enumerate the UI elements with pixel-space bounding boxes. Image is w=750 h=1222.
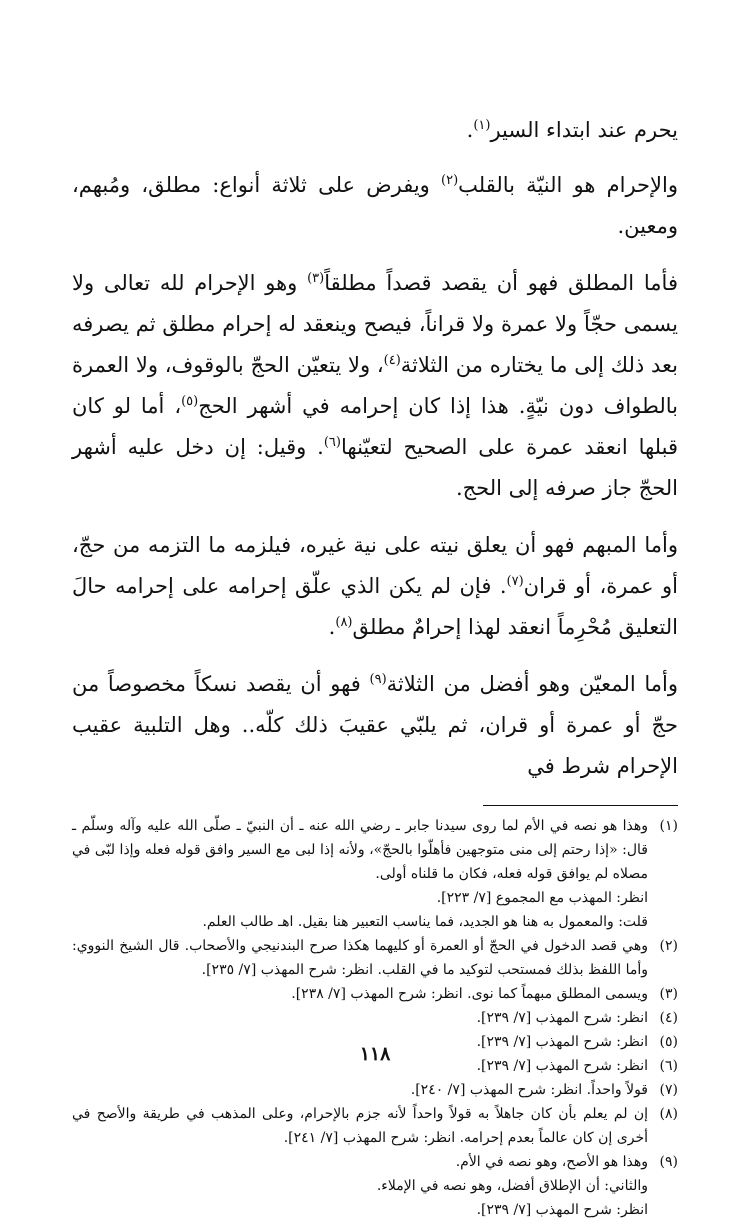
footnote-marker: (٧) [506, 574, 524, 589]
text-run: ، ولا يتعيّن الحجّ بالوقوف، ولا العمرة بالطواف دون نيّةٍ. هذا إذا كان إحرامه في أشهر الحج [72, 353, 678, 418]
footnote-text [72, 1102, 648, 1150]
footnote-number: (٢) [659, 938, 678, 954]
footnote-marker: (٨) [335, 615, 353, 630]
footnote [72, 1006, 678, 1030]
text-run: يحرم عند ابتداء السير [490, 118, 678, 142]
paragraph [72, 110, 678, 151]
footnote-marker: (١) [473, 118, 491, 133]
footnote [72, 1078, 678, 1102]
footnote-text [72, 1006, 648, 1030]
paragraph [72, 165, 678, 247]
text-run: والإحرام هو النيّة بالقلب [458, 173, 678, 197]
footnote-marker: (٥) [181, 394, 199, 409]
footnote-number: (١) [659, 818, 678, 834]
footnote-text [72, 982, 648, 1006]
text-run: فأما المطلق فهو أن يقصد قصداً مطلقاً [324, 271, 678, 295]
footnote-separator [483, 805, 678, 806]
footnote-line: انظر: شرح المهذب [٧/ ٢٣٩]. [476, 1058, 648, 1074]
footnote [72, 934, 678, 982]
text-run: وأما المبهم فهو أن يعلق نيته على نية غيره، فيلزمه ما التزمه من حجّ، أو عمرة، أو قران [72, 533, 679, 598]
text-run: . فإن لم يكن الذي علّق إحرامه على إحرامه حالَ التعليق مُحْرِماً انعقد لهذا إحرامٌ مطلق [72, 574, 678, 639]
page-number: ١١٨ [359, 1043, 391, 1065]
footnote-number: (٩) [659, 1154, 678, 1170]
footnote-number: (٧) [659, 1082, 678, 1098]
footnote-number: (٨) [659, 1106, 678, 1122]
footnote-number: (٣) [659, 986, 678, 1002]
footnote-line: ويسمى المطلق مبهماً كما نوى. انظر: شرح المهذب [٧/ ٢٣٨]. [291, 986, 648, 1002]
footnote-line: قلت: والمعمول به هنا هو الجديد، فما يناسب التعبير هنا بقيل. اهـ طالب العلم. [202, 914, 648, 930]
main-text [72, 110, 678, 787]
text-run: ويفرض على ثلاثة أنواع: مطلق، ومُبهم، ومعين. [72, 173, 678, 238]
footnote-text [72, 814, 648, 934]
footnote-line: إن لم يعلم بأن كان جاهلاً به قولاً واحداً لأنه جزم بالإحرام، وعلى المذهب في طريقة والأصح في أخرى إن كان عالماً بعدم إحرامه. انظر: شرح المهذب [٧/ ٢٤١]. [72, 1106, 648, 1146]
footnote-line: وهي قصد الدخول في الحجّ أو العمرة أو كليهما هكذا صرح البندنيجي والأصحاب. قال الشيخ النووي: وأما اللفظ بذلك فمستحب لتوكيد ما في القلب. انظر: شرح المهذب [٧/ ٢٣٥]. [72, 938, 648, 978]
footnote [72, 982, 678, 1006]
footnote-text [72, 1150, 648, 1222]
text-run: وأما المعيّن وهو أفضل من الثلاثة [386, 672, 678, 696]
footnote-number: (٦) [659, 1058, 678, 1074]
footnote-line: والثاني: أن الإطلاق أفضل، وهو نصه في الإملاء. [376, 1178, 648, 1194]
paragraph [72, 263, 678, 509]
footnote-marker: (٩) [369, 672, 387, 687]
text-run: . وقيل: إن دخل عليه أشهر الحجّ جاز صرفه إلى الحج. [72, 435, 678, 500]
paragraph [72, 525, 678, 648]
footnote [72, 1102, 678, 1150]
footnote [72, 1150, 678, 1222]
text-run: ، أما لو كان قبلها انعقد عمرة على الصحيح لتعيّنها [72, 394, 678, 459]
footnote-marker: (٣) [307, 271, 325, 286]
footnotes [72, 814, 678, 1222]
footnote-line: انظر: شرح المهذب [٧/ ٢٣٩]. [476, 1034, 648, 1050]
footnote-line: وهذا هو الأصح، وهو نصه في الأم. [455, 1154, 648, 1170]
footnote-marker: (٦) [323, 435, 341, 450]
text-run: فهو أن يقصد نسكاً مخصوصاً من حجّ أو عمرة أو قران، ثم يلبّي عقيبَ ذلك كلّه.. وهل التلبية عقيب الإحرام شرط في [72, 672, 678, 778]
footnote [72, 814, 678, 934]
text-run: وهو الإحرام لله تعالى ولا يسمى حجّاً ولا عمرة ولا قراناً، فيصح وينعقد له إحرام مطلق ثم يصرفه بعد ذلك إلى ما يختاره من الثلاثة [72, 271, 678, 377]
footnote-line: انظر: شرح المهذب [٧/ ٢٣٩]. [476, 1202, 648, 1218]
footnote-text [72, 934, 648, 982]
text-run: . [328, 615, 336, 639]
footnote-marker: (٤) [383, 353, 401, 368]
footnote-line: وهذا هو نصه في الأم لما روى سيدنا جابر ـ رضي الله عنه ـ أن النبيّ ـ صلّى الله عليه وآله وسلّم ـ قال: «إذا رحتم إلى منى متوجهين فأهلّوا بالحجّ»، ولأنه إذا لبى مع السير وافق قوله فعله وإذا لبّى في مصلاه لم يوافق قوله فعله، فكان ما قلناه أولى. [72, 818, 648, 882]
text-run: . [466, 118, 474, 142]
footnote-line: انظر: المهذب مع المجموع [٧/ ٢٢٣]. [436, 890, 648, 906]
footnote-line: انظر: شرح المهذب [٧/ ٢٣٩]. [476, 1010, 648, 1026]
paragraph [72, 664, 678, 787]
footnote-line: قولاً واحداً. انظر: شرح المهذب [٧/ ٢٤٠]. [410, 1082, 648, 1098]
footnote-marker: (٢) [441, 173, 459, 188]
footnote-number: (٥) [659, 1034, 678, 1050]
footnote-number: (٤) [659, 1010, 678, 1026]
footnote-text [72, 1078, 648, 1102]
